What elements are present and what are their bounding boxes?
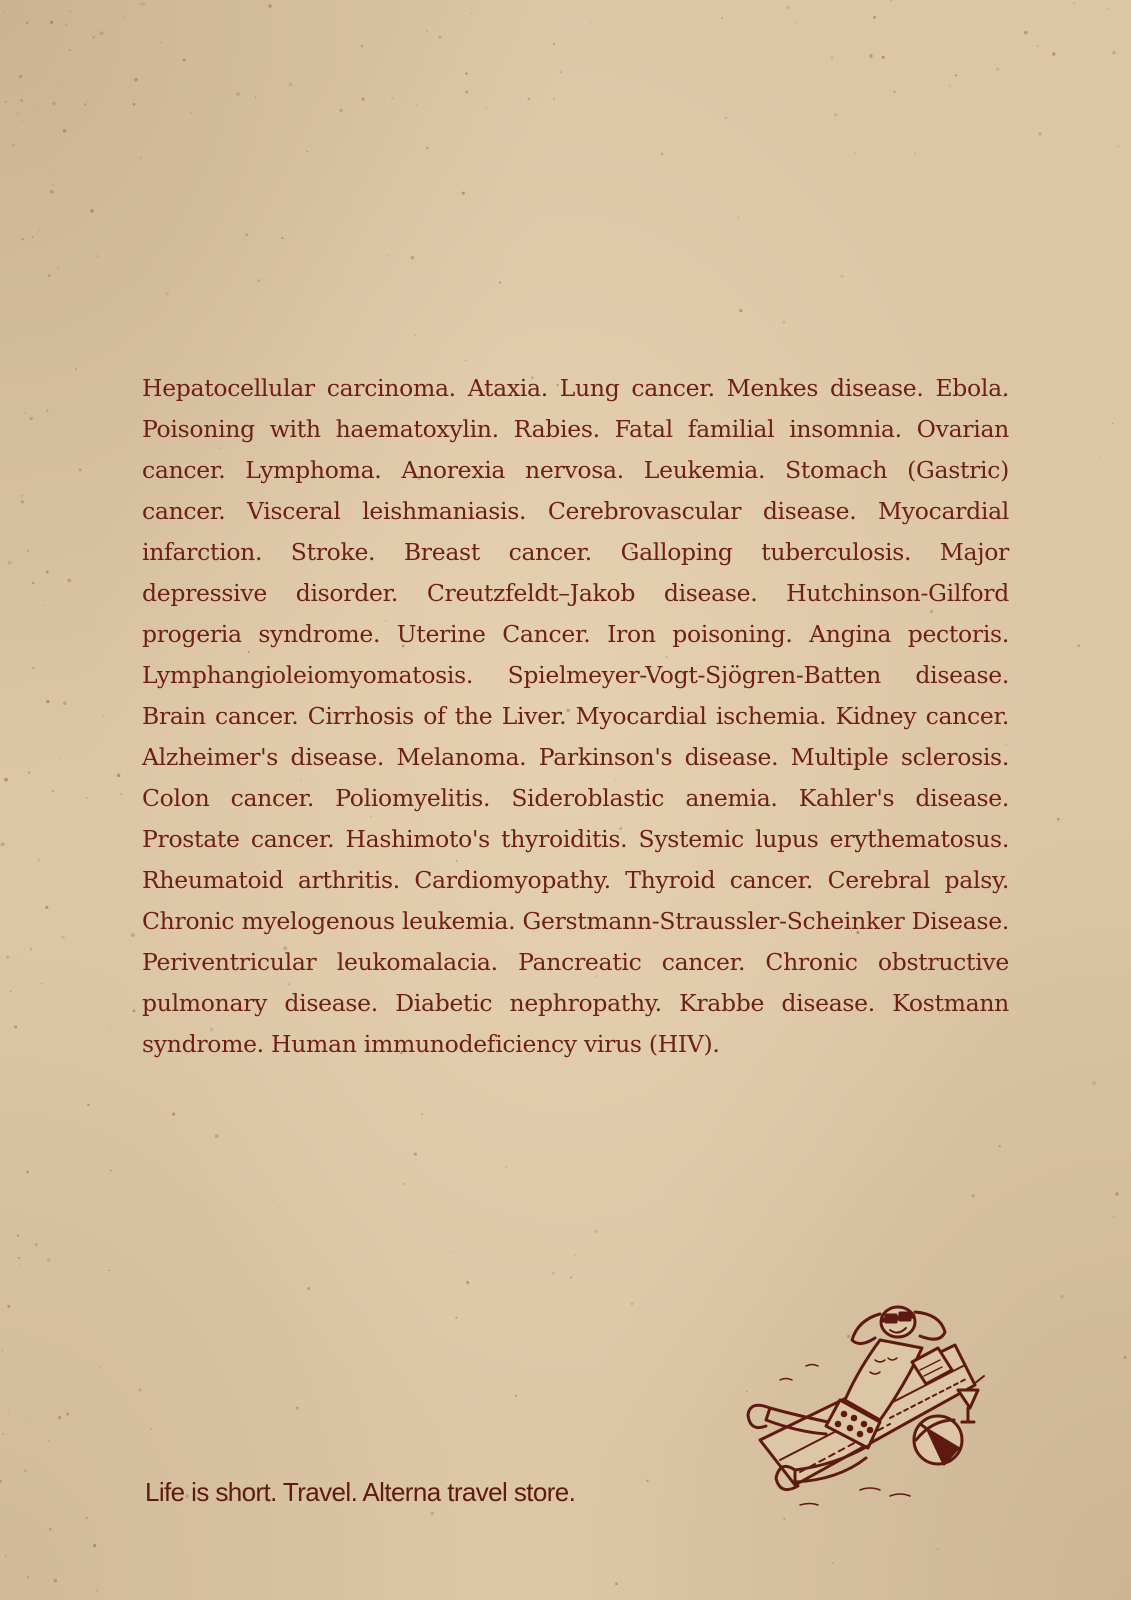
paper-speckle [22, 120, 23, 121]
paper-speckle [66, 1413, 69, 1416]
paper-speckle [414, 334, 416, 336]
paper-speckle [737, 217, 739, 219]
disease-list-text: Hepatocellular carcinoma. Ataxia. Lung cancer. Menkes disease. Ebola. Poisoning with haematoxylin. Rabies. Fatal familial insomnia. Ovarian cancer. Lymphoma. Anorexia nervosa. Leukemia. Stomach (Gastric) cancer. Visceral leishmaniasis. Cerebrovascular disease. Myocardial infarction. Stroke. Breast cancer. Galloping tuberculosis. Major depressive disorder. Creutzfeldt–Jakob disease. Hutchinson-Gilford progeria syndrome. Uterine Cancer. Iron poisoning. Angina pectoris. Lymphangioleiomyomatosis. Spielmeyer-Vogt-Sjögren-Batten disease. Brain cancer. Cirrhosis of the Liver. Myocardial ischemia. Kidney cancer. Alzheimer's disease. Melanoma. Parkinson's disease. Multiple sclerosis. Colon cancer. Poliomyelitis. Sideroblastic anemia. Kahler's disease. Prostate cancer. Hashimoto's thyroiditis. Systemic lupus erythematosus. Rheumatoid arthritis. Cardiomyopathy. Thyroid cancer. Cerebral palsy. Chronic myelogenous leukemia. Gerstmann-Straussler-Scheinker Disease. Periventricular leukomalacia. Pancreatic cancer. Chronic obstructive pulmonary disease. Diabetic nephropathy. Krabbe disease. Kostmann syndrome. Human immunodeficiency virus (HIV). [142, 374, 1009, 1058]
paper-speckle [190, 112, 193, 115]
paper-speckle [133, 103, 136, 106]
paper-speckle [18, 1257, 20, 1259]
paper-speckle [1092, 1081, 1096, 1085]
paper-speckle [831, 57, 834, 60]
paper-speckle [100, 31, 104, 35]
paper-speckle [4, 778, 8, 782]
paper-speckle [873, 16, 876, 19]
paper-speckle [245, 233, 248, 236]
paper-speckle [7, 1305, 10, 1308]
paper-speckle [999, 1145, 1001, 1147]
paper-speckle [281, 237, 283, 239]
paper-speckle [79, 468, 82, 471]
paper-speckle [1112, 423, 1113, 424]
paper-speckle [75, 368, 77, 370]
paper-speckle [796, 23, 797, 24]
paper-speckle [20, 494, 23, 497]
paper-speckle [486, 107, 487, 108]
paper-speckle [882, 56, 885, 59]
paper-speckle [740, 12, 741, 13]
paper-speckle [57, 849, 58, 850]
paper-speckle [5, 1555, 6, 1556]
paper-speckle [50, 190, 54, 194]
paper-speckle [172, 1113, 175, 1116]
paper-speckle [595, 1230, 598, 1233]
paper-speckle [53, 1579, 57, 1583]
paper-speckle [20, 99, 23, 102]
paper-speckle [63, 702, 67, 706]
paper-speckle [206, 20, 207, 21]
paper-speckle [1, 842, 5, 846]
paper-speckle [553, 43, 555, 45]
paper-speckle [61, 936, 64, 939]
paper-speckle [1078, 645, 1080, 647]
paper-speckle [462, 192, 465, 195]
paper-speckle [464, 359, 466, 361]
paper-speckle [417, 105, 418, 106]
paper-speckle [937, 1548, 939, 1550]
paper-speckle [14, 1026, 17, 1029]
paper-speckle [471, 13, 472, 14]
paper-speckle [438, 36, 441, 39]
paper-speckle [1099, 456, 1100, 457]
paper-speckle [48, 1439, 50, 1441]
paper-speckle [27, 549, 30, 552]
paper-speckle [26, 1171, 29, 1174]
paper-speckle [426, 30, 429, 33]
paper-speckle [48, 274, 50, 276]
paper-speckle [289, 83, 293, 87]
paper-speckle [1052, 52, 1055, 55]
paper-speckle [306, 151, 308, 153]
paper-speckle [1107, 8, 1108, 9]
paper-speckle [123, 17, 125, 19]
paper-speckle [6, 955, 9, 958]
paper-speckle [29, 1131, 30, 1132]
paper-speckle [139, 1388, 142, 1391]
paper-speckle [32, 582, 34, 584]
paper-speckle [782, 321, 785, 324]
paper-speckle [58, 83, 59, 84]
paper-speckle [86, 797, 88, 799]
paper-speckle [47, 1258, 51, 1262]
paper-speckle [93, 1544, 96, 1547]
paper-speckle [296, 1407, 299, 1410]
paper-speckle [421, 1113, 423, 1115]
paper-speckle [106, 213, 107, 214]
paper-speckle [37, 859, 40, 862]
paper-speckle [34, 106, 35, 107]
paper-speckle [46, 409, 49, 412]
paper-speckle [466, 1281, 469, 1284]
paper-speckle [361, 45, 363, 47]
paper-speckle [24, 1469, 27, 1472]
paper-speckle [84, 103, 86, 105]
paper-speckle [739, 309, 742, 312]
paper-speckle [465, 72, 467, 74]
paper-speckle [236, 92, 240, 96]
paper-speckle [19, 1264, 20, 1265]
paper-speckle [5, 101, 7, 103]
paper-speckle [840, 275, 843, 278]
paper-speckle [69, 10, 71, 12]
paper-speckle [17, 1234, 19, 1236]
paper-speckle [92, 36, 95, 39]
paper-speckle [87, 1104, 89, 1106]
paper-speckle [99, 1367, 101, 1369]
paper-speckle [1038, 132, 1041, 135]
paper-speckle [391, 97, 394, 100]
paper-speckle [108, 1270, 110, 1272]
paper-speckle [361, 97, 364, 100]
paper-speckle [199, 112, 200, 113]
paper-speckle [414, 1152, 418, 1156]
paper-speckle [58, 267, 60, 269]
paper-speckle [28, 771, 30, 773]
paper-speckle [150, 1428, 152, 1430]
paper-speckle [24, 412, 25, 413]
paper-speckle [646, 1479, 649, 1482]
paper-speckle [2, 1433, 3, 1434]
paper-speckle [1057, 818, 1060, 821]
paper-speckle [120, 793, 122, 795]
paper-speckle [1061, 1295, 1064, 1298]
paper-speckle [560, 71, 562, 73]
paper-speckle [721, 17, 723, 19]
paper-speckle [996, 68, 999, 71]
paper-speckle [99, 1555, 100, 1556]
paper-speckle [552, 1272, 554, 1274]
paper-speckle [41, 983, 42, 984]
paper-speckle [70, 636, 71, 637]
paper-speckle [49, 174, 50, 175]
paper-speckle [96, 1589, 99, 1592]
paper-speckle [786, 6, 789, 9]
paper-speckle [890, 0, 892, 2]
paper-speckle [893, 90, 896, 93]
paper-speckle [65, 24, 68, 27]
paper-speckle [574, 1254, 575, 1255]
paper-speckle [869, 54, 872, 57]
paper-speckle [988, 14, 989, 15]
paper-speckle [39, 230, 40, 231]
paper-speckle [1112, 51, 1115, 54]
paper-speckle [67, 579, 71, 583]
paper-speckle [3, 815, 4, 816]
paper-speckle [8, 561, 12, 565]
paper-speckle [1086, 1398, 1087, 1399]
paper-speckle [1024, 31, 1028, 35]
paper-speckle [110, 1170, 112, 1172]
paper-speckle [268, 4, 272, 8]
paper-speckle [110, 1026, 111, 1027]
paper-speckle [631, 1303, 634, 1306]
paper-speckle [117, 774, 121, 778]
paper-speckle [102, 715, 104, 717]
paper-speckle [258, 279, 261, 282]
paper-speckle [1, 1350, 3, 1352]
paper-speckle [955, 74, 958, 77]
paper-speckle [133, 1010, 136, 1013]
paper-speckle [615, 1583, 618, 1586]
paper-speckle [949, 85, 950, 86]
paper-speckle [528, 98, 530, 100]
paper-speckle [52, 184, 54, 186]
paper-speckle [42, 604, 44, 606]
paper-speckle [90, 209, 93, 212]
paper-speckle [657, 1359, 658, 1360]
paper-speckle [1023, 1545, 1024, 1546]
paper-speckle [505, 1166, 507, 1168]
paper-speckle [1073, 2, 1075, 4]
paper-speckle [724, 116, 727, 119]
paper-speckle [450, 1251, 452, 1253]
paper-speckle [63, 129, 66, 132]
paper-speckle [26, 265, 27, 266]
paper-speckle [29, 417, 33, 421]
paper-speckle [11, 143, 14, 146]
paper-speckle [69, 49, 71, 51]
paper-speckle [46, 571, 49, 574]
paper-speckle [11, 1057, 12, 1058]
paper-speckle [215, 1134, 219, 1138]
sunbather-on-beach-towel-icon [740, 1300, 1010, 1530]
paper-speckle [386, 255, 387, 256]
paper-speckle [22, 238, 24, 240]
paper-speckle [19, 75, 22, 78]
paper-speckle [52, 102, 56, 106]
paper-speckle [27, 1576, 30, 1579]
paper-speckle [49, 1528, 52, 1531]
paper-speckle [143, 3, 146, 6]
paper-speckle [914, 153, 915, 154]
paper-speckle [279, 1207, 280, 1208]
paper-speckle [307, 1287, 310, 1290]
paper-speckle [10, 990, 12, 992]
paper-speckle [455, 1317, 457, 1319]
paper-speckle [339, 109, 342, 112]
paper-speckle [160, 42, 162, 44]
paper-speckle [1113, 1216, 1115, 1218]
paper-speckle [50, 21, 53, 24]
paper-speckle [45, 906, 48, 909]
paper-speckle [1117, 146, 1118, 147]
paper-speckle [7, 1409, 9, 1411]
paper-speckle [1115, 1192, 1119, 1196]
paper-speckle [58, 1416, 61, 1419]
paper-speckle [426, 147, 428, 149]
paper-speckle [410, 256, 414, 260]
paper-speckle [1037, 45, 1039, 47]
paper-speckle [183, 58, 186, 61]
paper-speckle [0, 1480, 2, 1483]
paper-speckle [431, 1512, 434, 1515]
paper-speckle [1124, 1356, 1127, 1359]
paper-speckle [97, 255, 100, 258]
paper-speckle [255, 97, 256, 98]
paper-speckle [854, 152, 856, 154]
paper-speckle [140, 157, 143, 160]
paper-speckle [30, 948, 33, 951]
paper-speckle [465, 91, 468, 94]
paper-speckle [131, 933, 135, 937]
paper-speckle [32, 667, 34, 669]
paper-speckle [590, 22, 591, 23]
paper-speckle [140, 3, 142, 5]
paper-speckle [166, 292, 169, 295]
paper-speckle [87, 100, 89, 102]
paper-speckle [834, 113, 837, 116]
paper-speckle [661, 153, 664, 156]
paper-speckle [4, 11, 5, 12]
paper-speckle [52, 790, 54, 792]
paper-speckle [21, 500, 24, 503]
paper-speckle [29, 1420, 31, 1422]
paper-speckle [32, 236, 34, 238]
tagline: Life is short. Travel. Alterna travel store. [145, 1477, 576, 1507]
paper-speckle [35, 1243, 38, 1246]
paper-speckle [26, 21, 29, 24]
paper-speckle [85, 1517, 88, 1520]
paper-speckle [46, 700, 49, 703]
paper-speckle [17, 113, 19, 115]
paper-speckle [59, 758, 60, 759]
paper-speckle [499, 282, 501, 284]
paper-speckle [515, 1394, 518, 1397]
paper-speckle [742, 49, 743, 50]
paper-speckle [972, 1194, 975, 1197]
paper-speckle [553, 98, 555, 100]
paper-speckle [570, 1276, 572, 1278]
paper-speckle [134, 78, 138, 82]
paper-speckle [832, 1562, 834, 1564]
paper-speckle [403, 1183, 405, 1185]
